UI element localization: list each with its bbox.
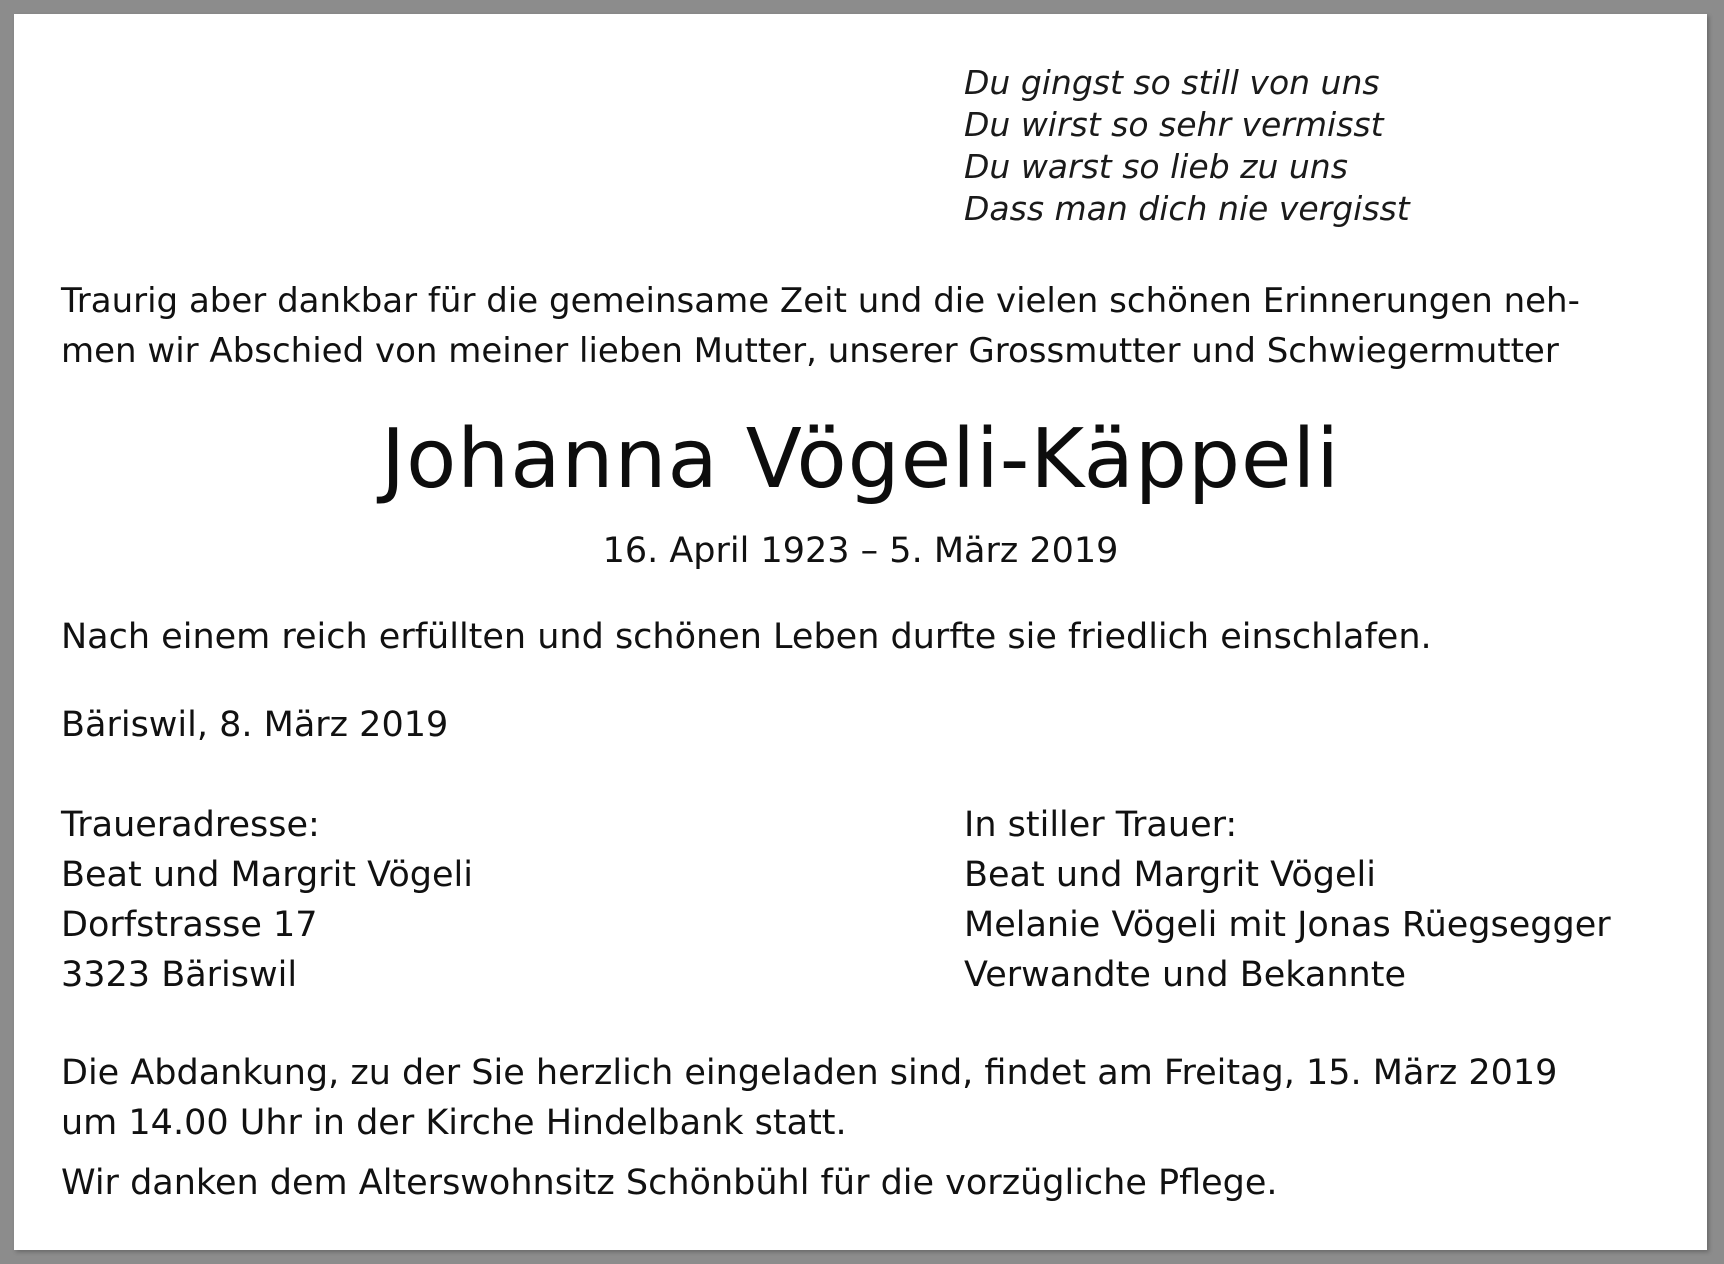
mourner-line: Beat und Margrit Vögeli	[964, 855, 1376, 895]
mourning-address-heading: Traueradresse:	[61, 805, 320, 845]
mourning-address-line: 3323 Bäriswil	[61, 955, 298, 995]
intro-line: men wir Abschied von meiner lieben Mutter, unserer Grossmutter und Schwiegermutter	[61, 331, 1559, 371]
intro-paragraph	[61, 276, 1671, 376]
mourners-block	[964, 800, 1611, 1000]
life-dates: 16. April 1923 – 5. März 2019	[602, 531, 1119, 571]
mourner-line: Melanie Vögeli mit Jonas Rüegsegger	[964, 905, 1611, 945]
service-line: Die Abdankung, zu der Sie herzlich eingeladen sind, findet am Freitag, 15. März 2019	[61, 1053, 1558, 1093]
peaceful-statement: Nach einem reich erfüllten und schönen Leben durfte sie friedlich einschlafen.	[61, 617, 1432, 657]
deceased-name: Johanna Vögeli-Käppeli	[380, 412, 1341, 507]
mourning-address-block	[61, 800, 473, 1000]
mourner-line: Verwandte und Bekannte	[964, 955, 1406, 995]
poem-verse	[964, 62, 1410, 230]
poem-line: Dass man dich nie vergisst	[964, 189, 1410, 228]
obituary-card	[14, 14, 1707, 1250]
service-announcement	[61, 1048, 1557, 1148]
mourning-address-line: Beat und Margrit Vögeli	[61, 855, 473, 895]
intro-line: Traurig aber dankbar für die gemeinsame Zeit und die vielen schönen Erinnerungen neh-	[61, 281, 1580, 321]
poem-line: Du gingst so still von uns	[964, 63, 1380, 102]
poem-line: Du wirst so sehr vermisst	[964, 105, 1384, 144]
service-line: um 14.00 Uhr in der Kirche Hindelbank statt.	[61, 1103, 847, 1143]
mourners-heading: In stiller Trauer:	[964, 805, 1238, 845]
place-and-date: Bäriswil, 8. März 2019	[61, 705, 449, 745]
thanks-statement: Wir danken dem Alterswohnsitz Schönbühl für die vorzügliche Pflege.	[61, 1163, 1278, 1203]
poem-line: Du warst so lieb zu uns	[964, 147, 1348, 186]
mourning-address-line: Dorfstrasse 17	[61, 905, 318, 945]
